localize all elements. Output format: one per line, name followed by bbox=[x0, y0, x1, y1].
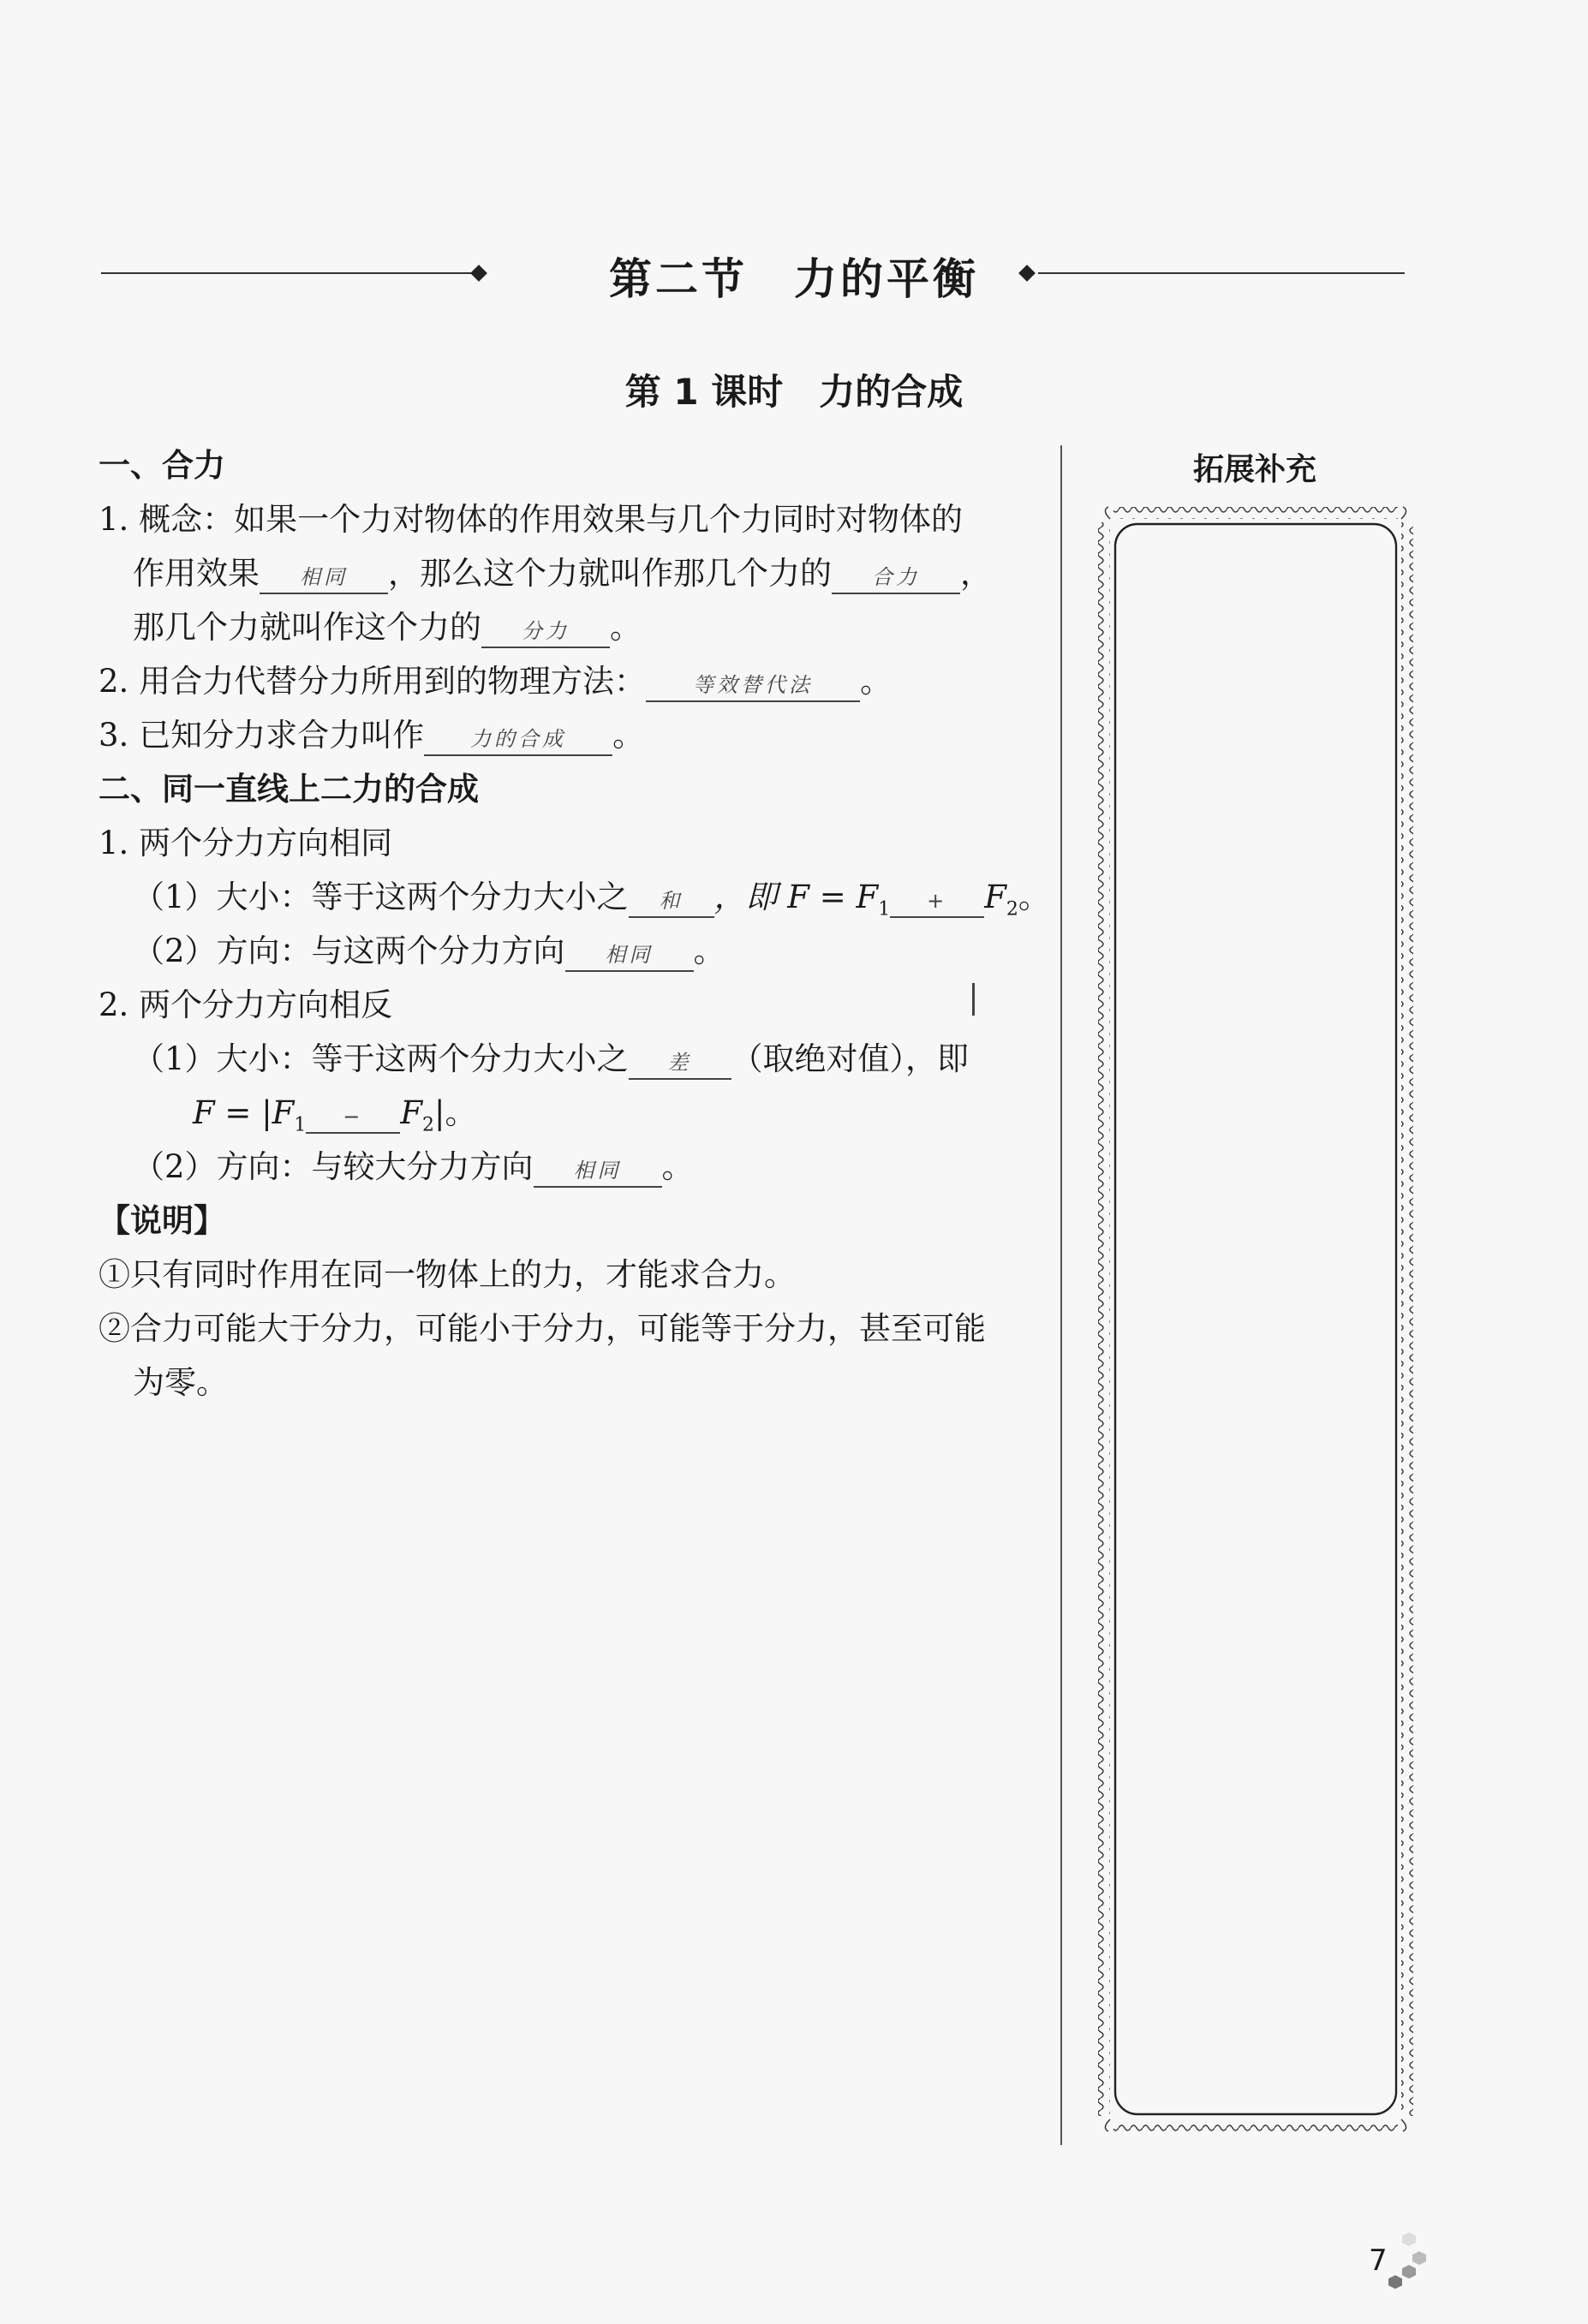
item-2: 2. 用合力代替分力所用到的物理方法： 等效替代法 。 bbox=[99, 654, 1032, 708]
section-title: 第二节 力的平衡 bbox=[609, 253, 979, 304]
lesson-title: 第 1 课时 力的合成 bbox=[624, 371, 964, 413]
page-number: 7 bbox=[1369, 2244, 1388, 2278]
answer-blank: 相同 bbox=[260, 555, 388, 594]
part-1-magnitude: （1）大小：等于这两个分力大小之 和 ，即 $F = F_1 + F_2$。 bbox=[133, 879, 1050, 921]
extension-notes-box bbox=[1095, 504, 1417, 2135]
note-heading: 【说明】 bbox=[99, 1202, 225, 1239]
answer-blank: − bbox=[306, 1094, 400, 1134]
note-2-line-1: ②合力可能大于分力，可能小于分力，可能等于分力，甚至可能 bbox=[99, 1310, 986, 1347]
answer-blank: 和 bbox=[629, 879, 714, 918]
part-2-direction: （2）方向：与较大分力方向 相同 。 bbox=[99, 1140, 1032, 1194]
part-2-formula: $F = |F_1 - F_2|$。 bbox=[193, 1094, 477, 1136]
answer-blank: 相同 bbox=[534, 1148, 662, 1188]
decorative-hexagon-icons bbox=[1383, 2231, 1426, 2291]
answer-blank: 相同 bbox=[565, 933, 694, 972]
note-1: ①只有同时作用在同一物体上的力，才能求合力。 bbox=[99, 1256, 796, 1293]
note-2-line-2: 为零。 bbox=[133, 1364, 228, 1401]
item-1-line-3: 那几个力就叫作这个力的 分力 。 bbox=[99, 600, 1032, 654]
part-1-direction: （2）方向：与这两个分力方向 相同 。 bbox=[99, 924, 1032, 978]
main-content bbox=[99, 438, 1050, 1409]
answer-blank: 差 bbox=[629, 1040, 731, 1080]
answer-blank: 等效替代法 bbox=[646, 663, 860, 702]
answer-blank: + bbox=[890, 879, 984, 918]
answer-blank: 合力 bbox=[832, 555, 960, 594]
extension-label: 拓展补充 bbox=[1192, 452, 1316, 487]
column-divider bbox=[1060, 445, 1062, 2145]
item-3: 3. 已知分力求合力叫作 力的合成 。 bbox=[99, 708, 1032, 762]
part-1-title: 1. 两个分力方向相同 bbox=[99, 825, 393, 861]
answer-blank: 分力 bbox=[481, 609, 610, 648]
heading-collinear-forces: 二、同一直线上二力的合成 bbox=[99, 771, 479, 807]
part-2-title: 2. 两个分力方向相反 bbox=[99, 986, 393, 1023]
answer-blank: 力的合成 bbox=[424, 717, 612, 756]
part-2-magnitude: （1）大小：等于这两个分力大小之 差 （取绝对值），即 bbox=[99, 1032, 1032, 1086]
item-1-line-1: 1. 概念：如果一个力对物体的作用效果与几个力同时对物体的 bbox=[99, 501, 964, 538]
pencil-mark bbox=[972, 983, 975, 1016]
heading-resultant-force: 一、合力 bbox=[99, 447, 225, 484]
item-1-line-2: 作用效果 相同 ，那么这个力就叫作那几个力的 合力 ， bbox=[99, 546, 1032, 600]
